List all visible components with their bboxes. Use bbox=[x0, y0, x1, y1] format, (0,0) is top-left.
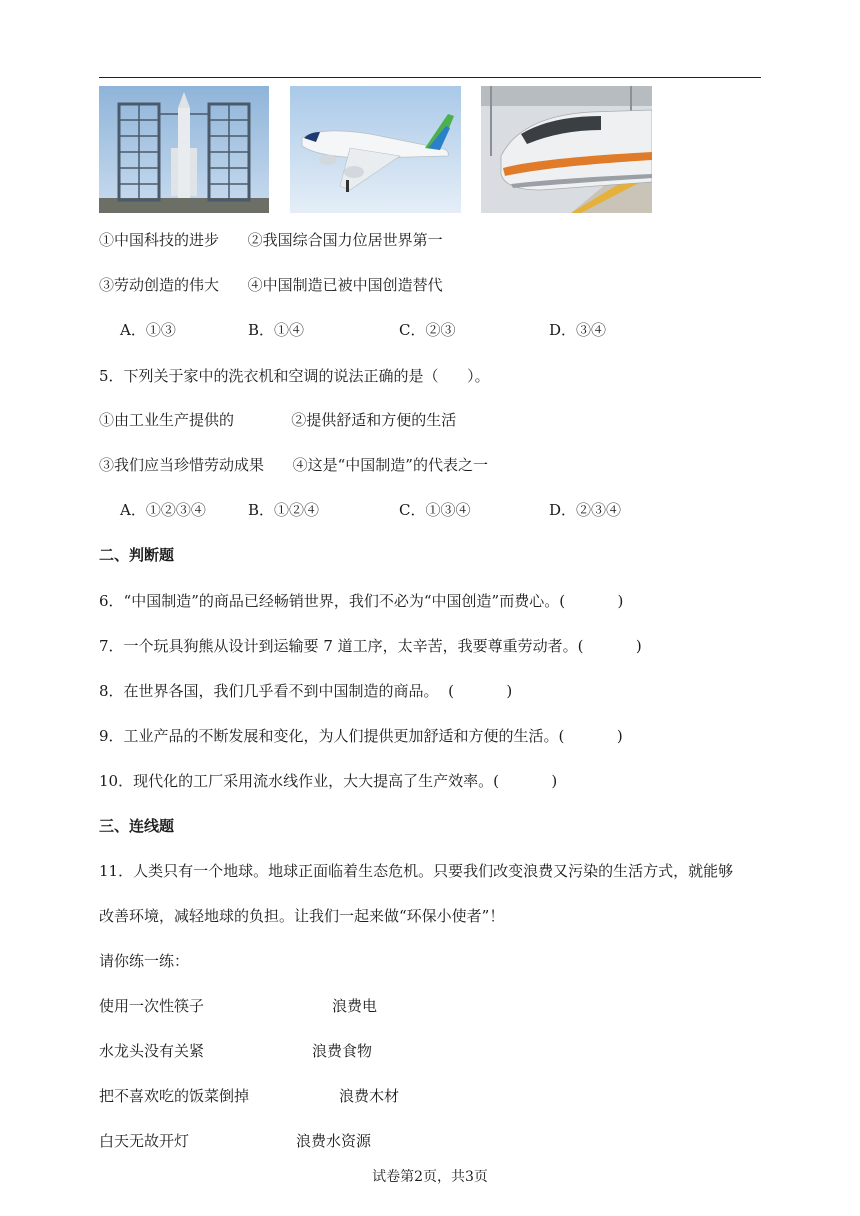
q6-item: 6．“中国制造”的商品已经畅销世界，我们不必为“中国创造”而费心。( ) bbox=[99, 592, 624, 610]
q5-option-b[interactable]: B．①②④ bbox=[248, 501, 320, 519]
match-left-4[interactable]: 白天无故开灯 bbox=[99, 1132, 190, 1150]
q4-option-a[interactable]: A．①③ bbox=[120, 321, 176, 339]
airliner-photo bbox=[290, 86, 461, 213]
match-left-2[interactable]: 水龙头没有关紧 bbox=[99, 1042, 205, 1060]
header-rule bbox=[99, 77, 761, 78]
q4-statement-2: ③劳动创造的伟大 ④中国制造已被中国创造替代 bbox=[99, 276, 443, 294]
q4-option-b[interactable]: B．①④ bbox=[248, 321, 305, 339]
high-speed-train-photo bbox=[481, 86, 652, 213]
q11-text-line-2: 改善环境，减轻地球的负担。让我们一起来做“环保小使者”！ bbox=[99, 907, 505, 925]
q5-option-a[interactable]: A．①②③④ bbox=[120, 501, 206, 519]
q11-text-line-1: 11．人类只有一个地球。地球正面临着生态危机。只要我们改变浪费又污染的生活方式，就能够 bbox=[99, 862, 734, 880]
match-right-4[interactable]: 浪费水资源 bbox=[296, 1132, 372, 1150]
match-right-3[interactable]: 浪费木材 bbox=[339, 1087, 400, 1105]
q5-statement-1: ①由工业生产提供的 ②提供舒适和方便的生活 bbox=[99, 411, 457, 429]
q5-option-d[interactable]: D．②③④ bbox=[549, 501, 622, 519]
q4-option-d[interactable]: D．③④ bbox=[549, 321, 607, 339]
q7-item: 7．一个玩具狗熊从设计到运输要 7 道工序，太辛苦，我要尊重劳动者。( ) bbox=[99, 637, 642, 655]
page-footer: 试卷第2页，共3页 bbox=[372, 1169, 488, 1185]
match-right-1[interactable]: 浪费电 bbox=[332, 997, 378, 1015]
q8-item: 8．在世界各国，我们几乎看不到中国制造的商品。 ( ) bbox=[99, 682, 513, 700]
match-left-3[interactable]: 把不喜欢吃的饭菜倒掉 bbox=[99, 1087, 250, 1105]
q5-stem: 5．下列关于家中的洗衣机和空调的说法正确的是（ ）。 bbox=[99, 367, 490, 385]
q5-option-c[interactable]: C．①③④ bbox=[399, 501, 471, 519]
q4-option-c[interactable]: C．②③ bbox=[399, 321, 456, 339]
rocket-launch-photo bbox=[99, 86, 269, 213]
q5-statement-2: ③我们应当珍惜劳动成果 ④这是“中国制造”的代表之一 bbox=[99, 456, 488, 474]
section-2-title: 二、判断题 bbox=[99, 546, 175, 564]
match-left-1[interactable]: 使用一次性筷子 bbox=[99, 997, 205, 1015]
q10-item: 10．现代化的工厂采用流水线作业，大大提高了生产效率。( ) bbox=[99, 772, 558, 790]
section-3-title: 三、连线题 bbox=[99, 817, 175, 835]
q11-prompt: 请你练一练： bbox=[99, 952, 190, 970]
q4-statement-1: ①中国科技的进步 ②我国综合国力位居世界第一 bbox=[99, 231, 443, 249]
q9-item: 9．工业产品的不断发展和变化，为人们提供更加舒适和方便的生活。( ) bbox=[99, 727, 623, 745]
match-right-2[interactable]: 浪费食物 bbox=[312, 1042, 373, 1060]
